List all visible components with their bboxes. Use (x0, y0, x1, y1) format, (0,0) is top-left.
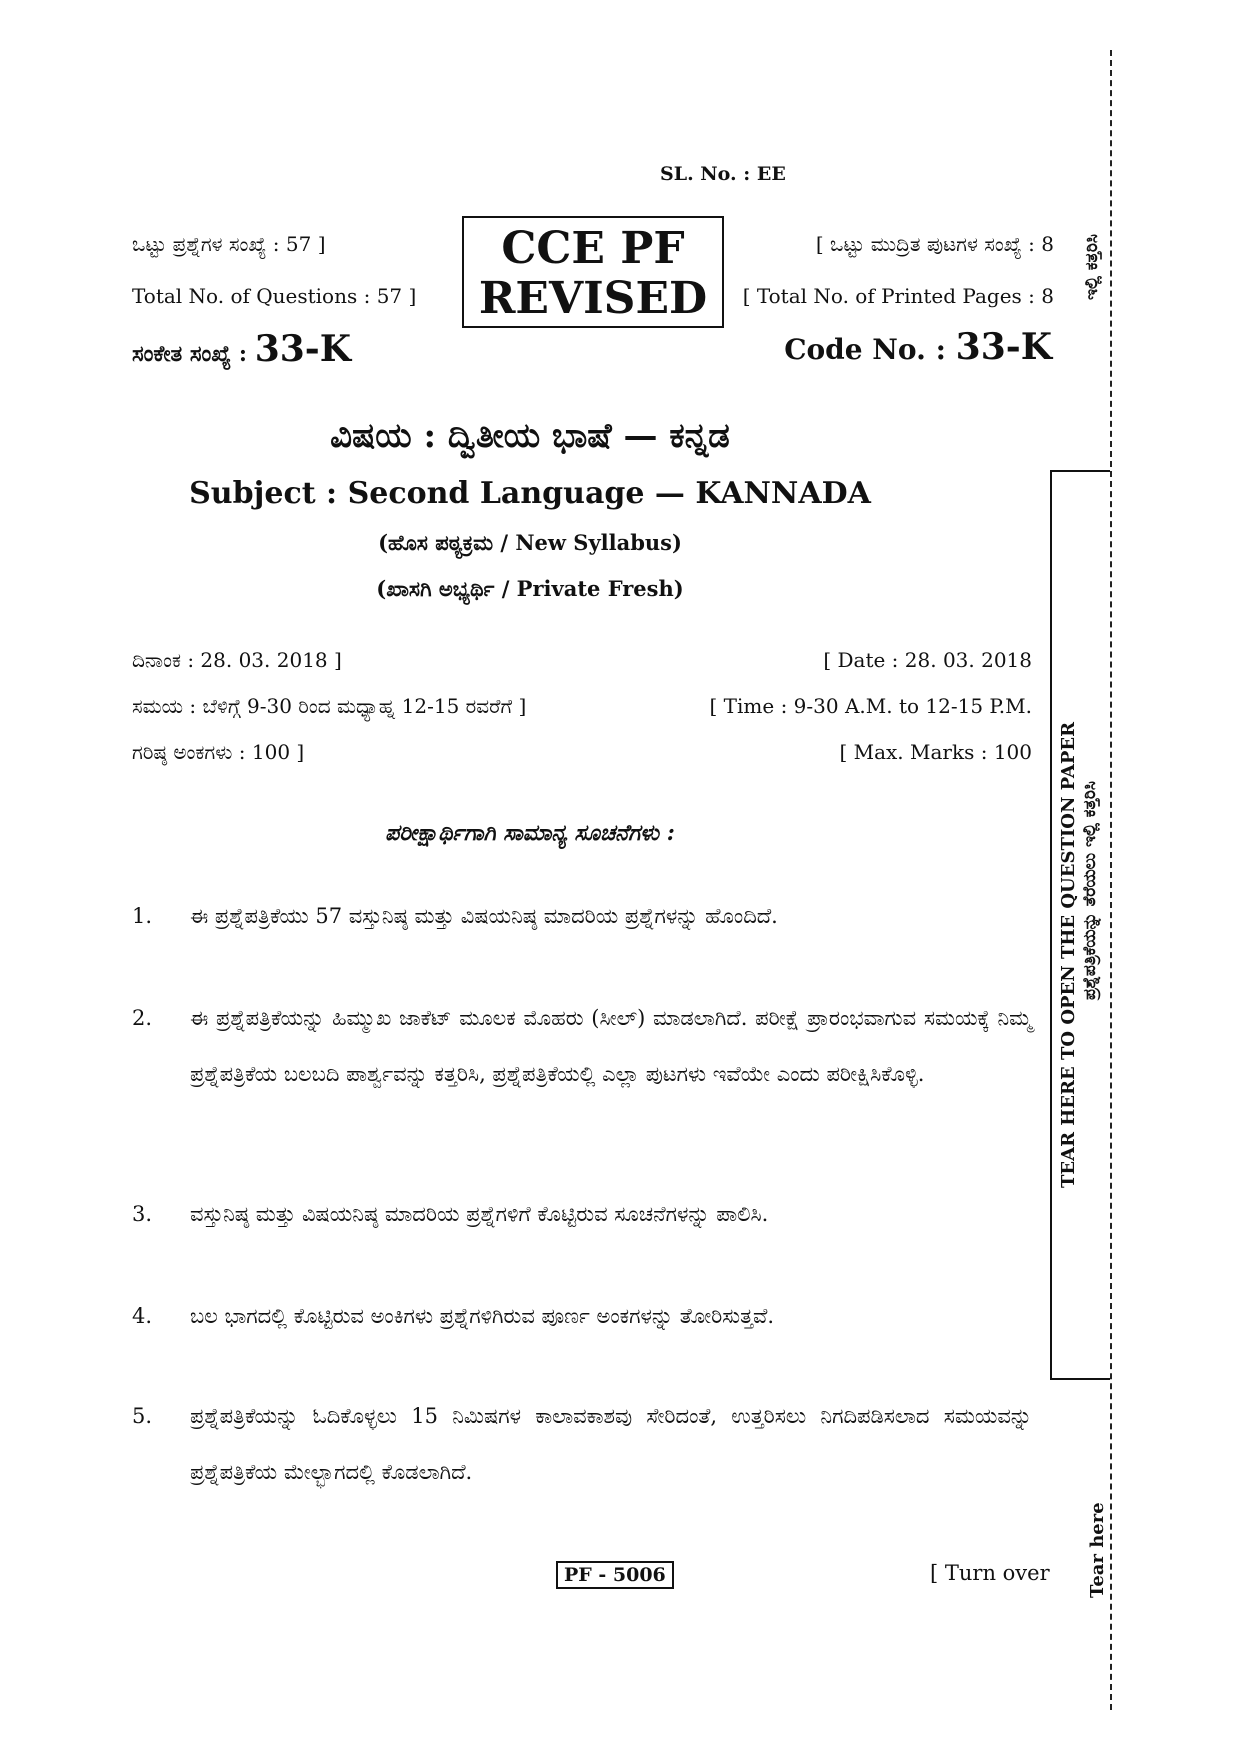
syllabus-label: (ಹೊಸ ಪಠ್ಯಕ್ರಮ / New Syllabus) (378, 530, 682, 555)
paper-title-line2: REVISED (478, 273, 708, 324)
code-label-kannada: ಸಂಕೇತ ಸಂಖ್ಯೆ : (132, 341, 248, 367)
instruction-number: 1. (132, 904, 153, 928)
subject-english: Subject : Second Language — KANNADA (189, 476, 871, 511)
instruction-text: ಬಲ ಭಾಗದಲ್ಲಿ ಕೊಟ್ಟಿರುವ ಅಂಕಿಗಳು ಪ್ರಶ್ನೆಗಳಿಗಿರುವ ಪೂರ್ಣ ಅಂಕಗಳನ್ನು ತೋರಿಸುತ್ತವೆ. (190, 1304, 775, 1328)
paper-title-line1: CCE PF (501, 223, 685, 274)
instruction-text: ಈ ಪ್ರಶ್ನೆಪತ್ರಿಕೆಯನ್ನು ಹಿಮ್ಮುಖ ಜಾಕೆಟ್ ಮೂಲಕ ಮೊಹರು (ಸೀಲ್) ಮಾಡಲಾಗಿದೆ. ಪರೀಕ್ಷೆ ಪ್ರಾರಂಭವಾಗುವ ಸಮಯಕ್ಕೆ ನಿಮ್ಮ ಪ್ರಶ್ನೆಪತ್ರಿಕೆಯ ಬಲಬದಿ ಪಾರ್ಶ್ವವನ್ನು ಕತ್ತರಿಸಿ, ಪ್ರಶ್ನೆಪತ್ರಿಕೆಯಲ್ಲಿ ಎಲ್ಲಾ ಪುಟಗಳು ಇವೆಯೇ ಎಂದು ಪರೀಕ್ಷಿಸಿಕೊಳ್ಳಿ. (190, 1006, 1032, 1086)
total-questions-kannada: ಒಟ್ಟು ಪ್ರಶ್ನೆಗಳ ಸಂಖ್ಯೆ : 57 ] (132, 232, 326, 256)
instruction-number: 2. (132, 1006, 153, 1030)
serial-number: SL. No. : EE (660, 163, 786, 185)
tear-here-label: Tear here (1087, 1502, 1108, 1598)
code-value-kannada: 33-K (254, 328, 352, 370)
paper-code-box: PF - 5006 (556, 1561, 674, 1589)
date-kannada: ದಿನಾಂಕ : 28. 03. 2018 ] (132, 648, 342, 672)
code-label-english: Code No. : (784, 333, 946, 366)
time-kannada: ಸಮಯ : ಬೆಳಿಗ್ಗೆ 9-30 ರಿಂದ ಮಧ್ಯಾಹ್ನ 12-15 ರವರೆಗೆ ] (132, 694, 527, 718)
instruction-text: ವಸ್ತುನಿಷ್ಠ ಮತ್ತು ವಿಷಯನಿಷ್ಠ ಮಾದರಿಯ ಪ್ರಶ್ನೆಗಳಿಗೆ ಕೊಟ್ಟಿರುವ ಸೂಚನೆಗಳನ್ನು ಪಾಲಿಸಿ. (190, 1202, 769, 1226)
instruction-text: ಈ ಪ್ರಶ್ನೆಪತ್ರಿಕೆಯು 57 ವಸ್ತುನಿಷ್ಠ ಮತ್ತು ವಿಷಯನಿಷ್ಠ ಮಾದರಿಯ ಪ್ರಶ್ನೆಗಳನ್ನು ಹೊಂದಿದೆ. (190, 904, 778, 928)
tear-dashed-line (1110, 50, 1112, 1710)
tear-label-kannada: ಪ್ರಶ್ನೆಪತ್ರಿಕೆಯನ್ನು ತೆರೆಯಲು ಇಲ್ಲಿ ಕತ್ತರಿಸಿ (1080, 781, 1100, 1000)
max-marks-english: [ Max. Marks : 100 (839, 740, 1032, 764)
total-pages-english: [ Total No. of Printed Pages : 8 (742, 284, 1054, 308)
code-number-kannada (132, 328, 351, 370)
total-questions-english: Total No. of Questions : 57 ] (132, 284, 417, 308)
max-marks-kannada: ಗರಿಷ್ಠ ಅಂಕಗಳು : 100 ] (132, 740, 305, 764)
tear-label-top-kannada: ಇಲ್ಲಿ ಕತ್ತರಿಸಿ (1082, 234, 1102, 300)
code-number-english (784, 326, 1052, 368)
turn-over-label: [ Turn over (930, 1561, 1050, 1585)
instruction-number: 3. (132, 1202, 153, 1226)
paper-title-box (462, 216, 724, 328)
instruction-text: ಪ್ರಶ್ನೆಪತ್ರಿಕೆಯನ್ನು ಓದಿಕೊಳ್ಳಲು 15 ನಿಮಿಷಗಳ ಕಾಲಾವಕಾಶವು ಸೇರಿದಂತೆ, ಉತ್ತರಿಸಲು ನಿಗದಿಪಡಿಸಲಾದ ಸಮಯವನ್ನು ಪ್ರಶ್ನೆಪತ್ರಿಕೆಯ ಮೇಲ್ಭಾಗದಲ್ಲಿ ಕೊಡಲಾಗಿದೆ. (190, 1404, 1032, 1484)
subject-kannada: ವಿಷಯ : ದ್ವಿತೀಯ ಭಾಷೆ — ಕನ್ನಡ (330, 416, 730, 456)
code-value-english: 33-K (955, 326, 1052, 368)
time-english: [ Time : 9-30 A.M. to 12-15 P.M. (709, 694, 1032, 718)
instruction-number: 5. (132, 1404, 153, 1428)
instructions-heading: ಪರೀಕ್ಷಾರ್ಥಿಗಾಗಿ ಸಾಮಾನ್ಯ ಸೂಚನೆಗಳು : (385, 820, 675, 846)
candidate-type: (ಖಾಸಗಿ ಅಭ್ಯರ್ಥಿ / Private Fresh) (376, 576, 684, 601)
instruction-number: 4. (132, 1304, 153, 1328)
tear-label-english: TEAR HERE TO OPEN THE QUESTION PAPER (1058, 721, 1079, 1188)
total-pages-kannada: [ ಒಟ್ಟು ಮುದ್ರಿತ ಪುಟಗಳ ಸಂಖ್ಯೆ : 8 (815, 232, 1054, 256)
date-english: [ Date : 28. 03. 2018 (823, 648, 1032, 672)
